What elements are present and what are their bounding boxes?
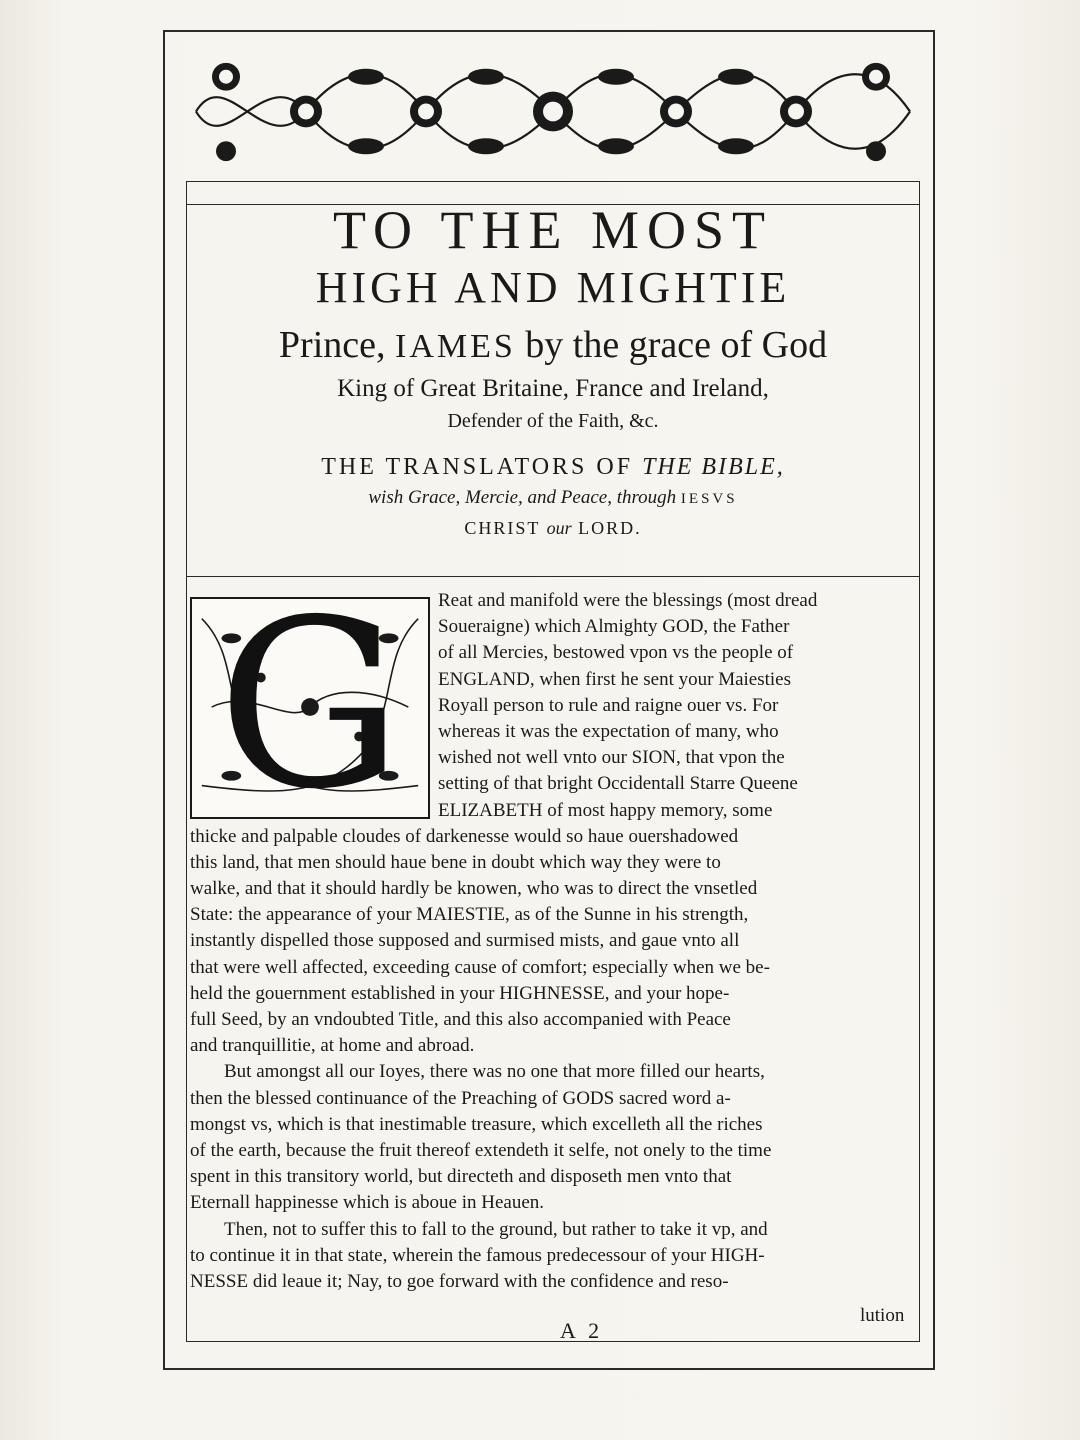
text-line: Reat and manifold were the blessings (most dread [438, 590, 818, 611]
dedication-title [186, 186, 920, 576]
text-line: whereas it was the expectation of many, who [438, 720, 779, 742]
title-line-2: HIGH AND MIGHTIE [315, 263, 791, 312]
text-line: ENGLAND, when first he sent your Maiesties [438, 668, 792, 690]
text-line: Royall person to rule and raigne ouer vs. For [438, 694, 779, 716]
text-line: Then, not to suffer this to fall to the ground, but rather to take it vp, and [224, 1218, 768, 1240]
text-line: this land, that men should haue bene in doubt which way they were to [190, 851, 721, 873]
text-line: But amongst all our Ioyes, there was no one that more filled our hearts, [224, 1061, 765, 1083]
floral-ornament-icon [186, 42, 920, 181]
title-line-1: TO THE MOST [332, 200, 774, 260]
ornamental-headpiece [186, 42, 920, 182]
text-line: wished not well vnto our SION, that vpon the [438, 747, 785, 769]
text-line: and tranquillitie, at home and abroad. [190, 1035, 475, 1057]
text-line: spent in this transitory world, but directeth and disposeth men vnto that [190, 1166, 732, 1188]
text-line: full Seed, by an vndoubted Title, and this also accompanied with Peace [190, 1009, 731, 1030]
text-line: to continue it in that state, wherein the famous predecessour of your HIGH- [190, 1244, 765, 1266]
text-line: Soueraigne) which Almighty GOD, the Father [438, 616, 790, 638]
text-line: setting of that bright Occidentall Starre Queene [438, 773, 798, 795]
title-line-4: King of Great Britaine, France and Ireland, [337, 375, 769, 402]
catchword: lution [860, 1305, 905, 1326]
text-line: held the gouernment established in your HIGHNESSE, and your hope- [190, 982, 730, 1004]
translators-line: THE TRANSLATORS OF THE BIBLE, [321, 454, 785, 480]
text-line: thicke and palpable cloudes of darkenesse would so haue ouershadowed [190, 825, 739, 847]
greeting-line: wish Grace, Mercie, and Peace, through IESVS [368, 487, 738, 508]
text-line: instantly dispelled those supposed and surmised mists, and gaue vnto all [190, 930, 740, 952]
text-line: mongst vs, which is that inestimable treasure, which excelleth all the riches [190, 1113, 763, 1135]
christ-line: CHRIST our LORD. [464, 518, 642, 538]
title-line-3: Prince, IAMES by the grace of God [278, 324, 828, 366]
text-line: then the blessed continuance of the Preaching of GODS sacred word a- [190, 1087, 731, 1109]
text-line: NESSE did leaue it; Nay, to goe forward with the confidence and reso- [190, 1270, 729, 1292]
title-line-5: Defender of the Faith, &c. [447, 410, 659, 432]
signature-mark: A 2 [560, 1318, 604, 1343]
dedication-body [190, 588, 920, 1295]
drop-cap-letter: G [217, 570, 403, 840]
text-line: Eternall happinesse which is aboue in Heauen. [190, 1192, 545, 1214]
text-line: ELIZABETH of most happy memory, some [438, 799, 773, 821]
text-line: of all Mercies, bestowed vpon vs the people of [438, 642, 794, 664]
text-line: of the earth, because the fruit thereof extendeth it selfe, not onely to the time [190, 1139, 772, 1161]
text-line: walke, and that it should hardly be knowen, who was to direct the vnsetled [190, 878, 758, 900]
text-line: that were well affected, exceeding cause of comfort; especially when we be- [190, 956, 770, 978]
text-line: State: the appearance of your MAIESTIE, as of the Sunne in his strength, [190, 904, 749, 926]
